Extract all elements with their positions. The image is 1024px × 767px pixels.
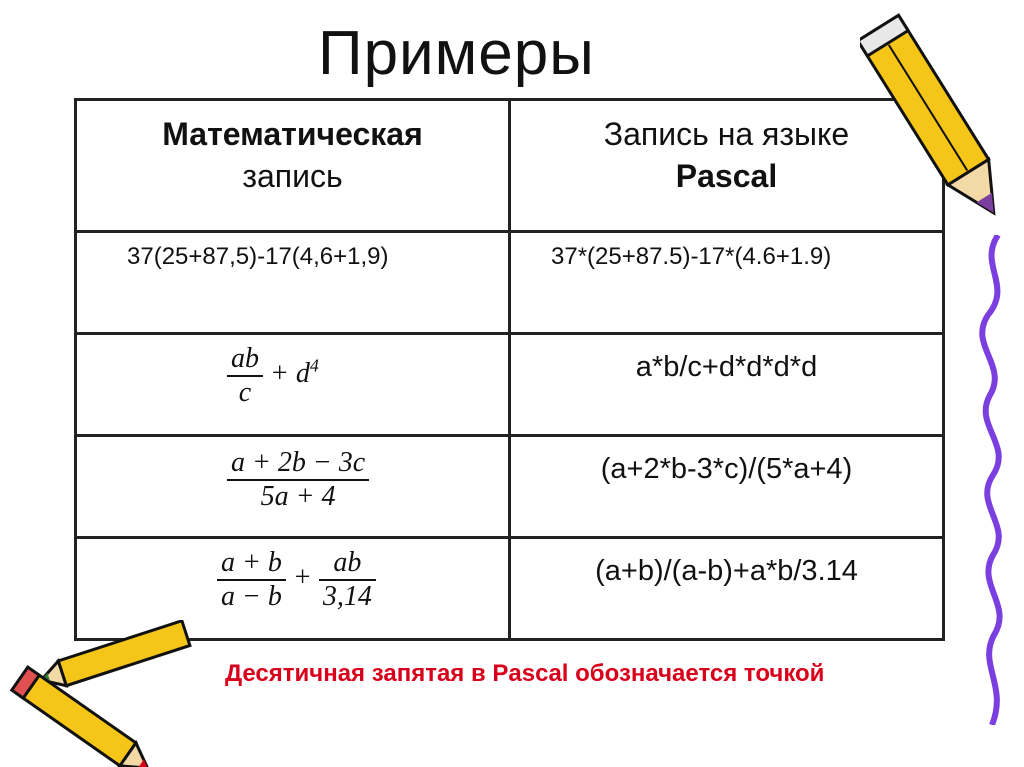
formula-3 (227, 447, 369, 512)
fraction-numerator: ab (319, 547, 376, 581)
table-row (76, 436, 944, 538)
header-math-line2: запись (242, 158, 343, 194)
fraction-denominator: 5a + 4 (260, 481, 336, 512)
math-cell-1: 37(25+87,5)-17(4,6+1,9) (76, 232, 510, 334)
math-cell-3 (76, 436, 510, 538)
pascal-cell-1: 37*(25+87.5)-17*(4.6+1.9) (510, 232, 944, 334)
fraction-denominator: c (238, 377, 252, 408)
formula-plus: + (292, 562, 312, 594)
formula-plus-term: + d (270, 358, 310, 390)
fraction-numerator: ab (227, 343, 263, 377)
page-title: Примеры (318, 19, 595, 88)
pencil-top-right-icon (860, 0, 1020, 250)
pascal-cell-3: (a+2*b-3*c)/(5*a+4) (510, 436, 944, 538)
pascal-cell-2: a*b/c+d*d*d*d (510, 334, 944, 436)
math-cell-2 (76, 334, 510, 436)
formula-exponent: 4 (309, 356, 319, 377)
fraction-ab-314 (319, 547, 376, 613)
fraction-denominator: 3,14 (322, 581, 372, 612)
table-row (76, 538, 944, 640)
table-header-row (76, 100, 944, 232)
header-pascal-line1: Запись на языке (603, 116, 850, 152)
pascal-cell-4: (a+b)/(a-b)+a*b/3.14 (510, 538, 944, 640)
header-math-cell (76, 100, 510, 232)
header-math-line1: Математическая (162, 116, 423, 152)
decimal-note: Десятичная запятая в Pascal обозначается точкой (225, 660, 825, 687)
header-pascal-line2: Pascal (675, 158, 778, 194)
fraction-denominator: a − b (221, 581, 282, 612)
formula-2 (227, 343, 319, 408)
table-row (76, 334, 944, 436)
examples-table (74, 98, 945, 641)
squiggle-decoration-icon (968, 235, 1024, 725)
pencils-bottom-left-icon (0, 620, 205, 767)
formula-4 (217, 547, 376, 612)
fraction-a2b3c-5a4 (227, 447, 369, 513)
fraction-ab-sum-diff (217, 547, 286, 613)
fraction-numerator: a + 2b − 3c (227, 447, 369, 481)
fraction-ab-c (227, 343, 263, 409)
table-row (76, 232, 944, 334)
fraction-numerator: a + b (217, 547, 286, 581)
